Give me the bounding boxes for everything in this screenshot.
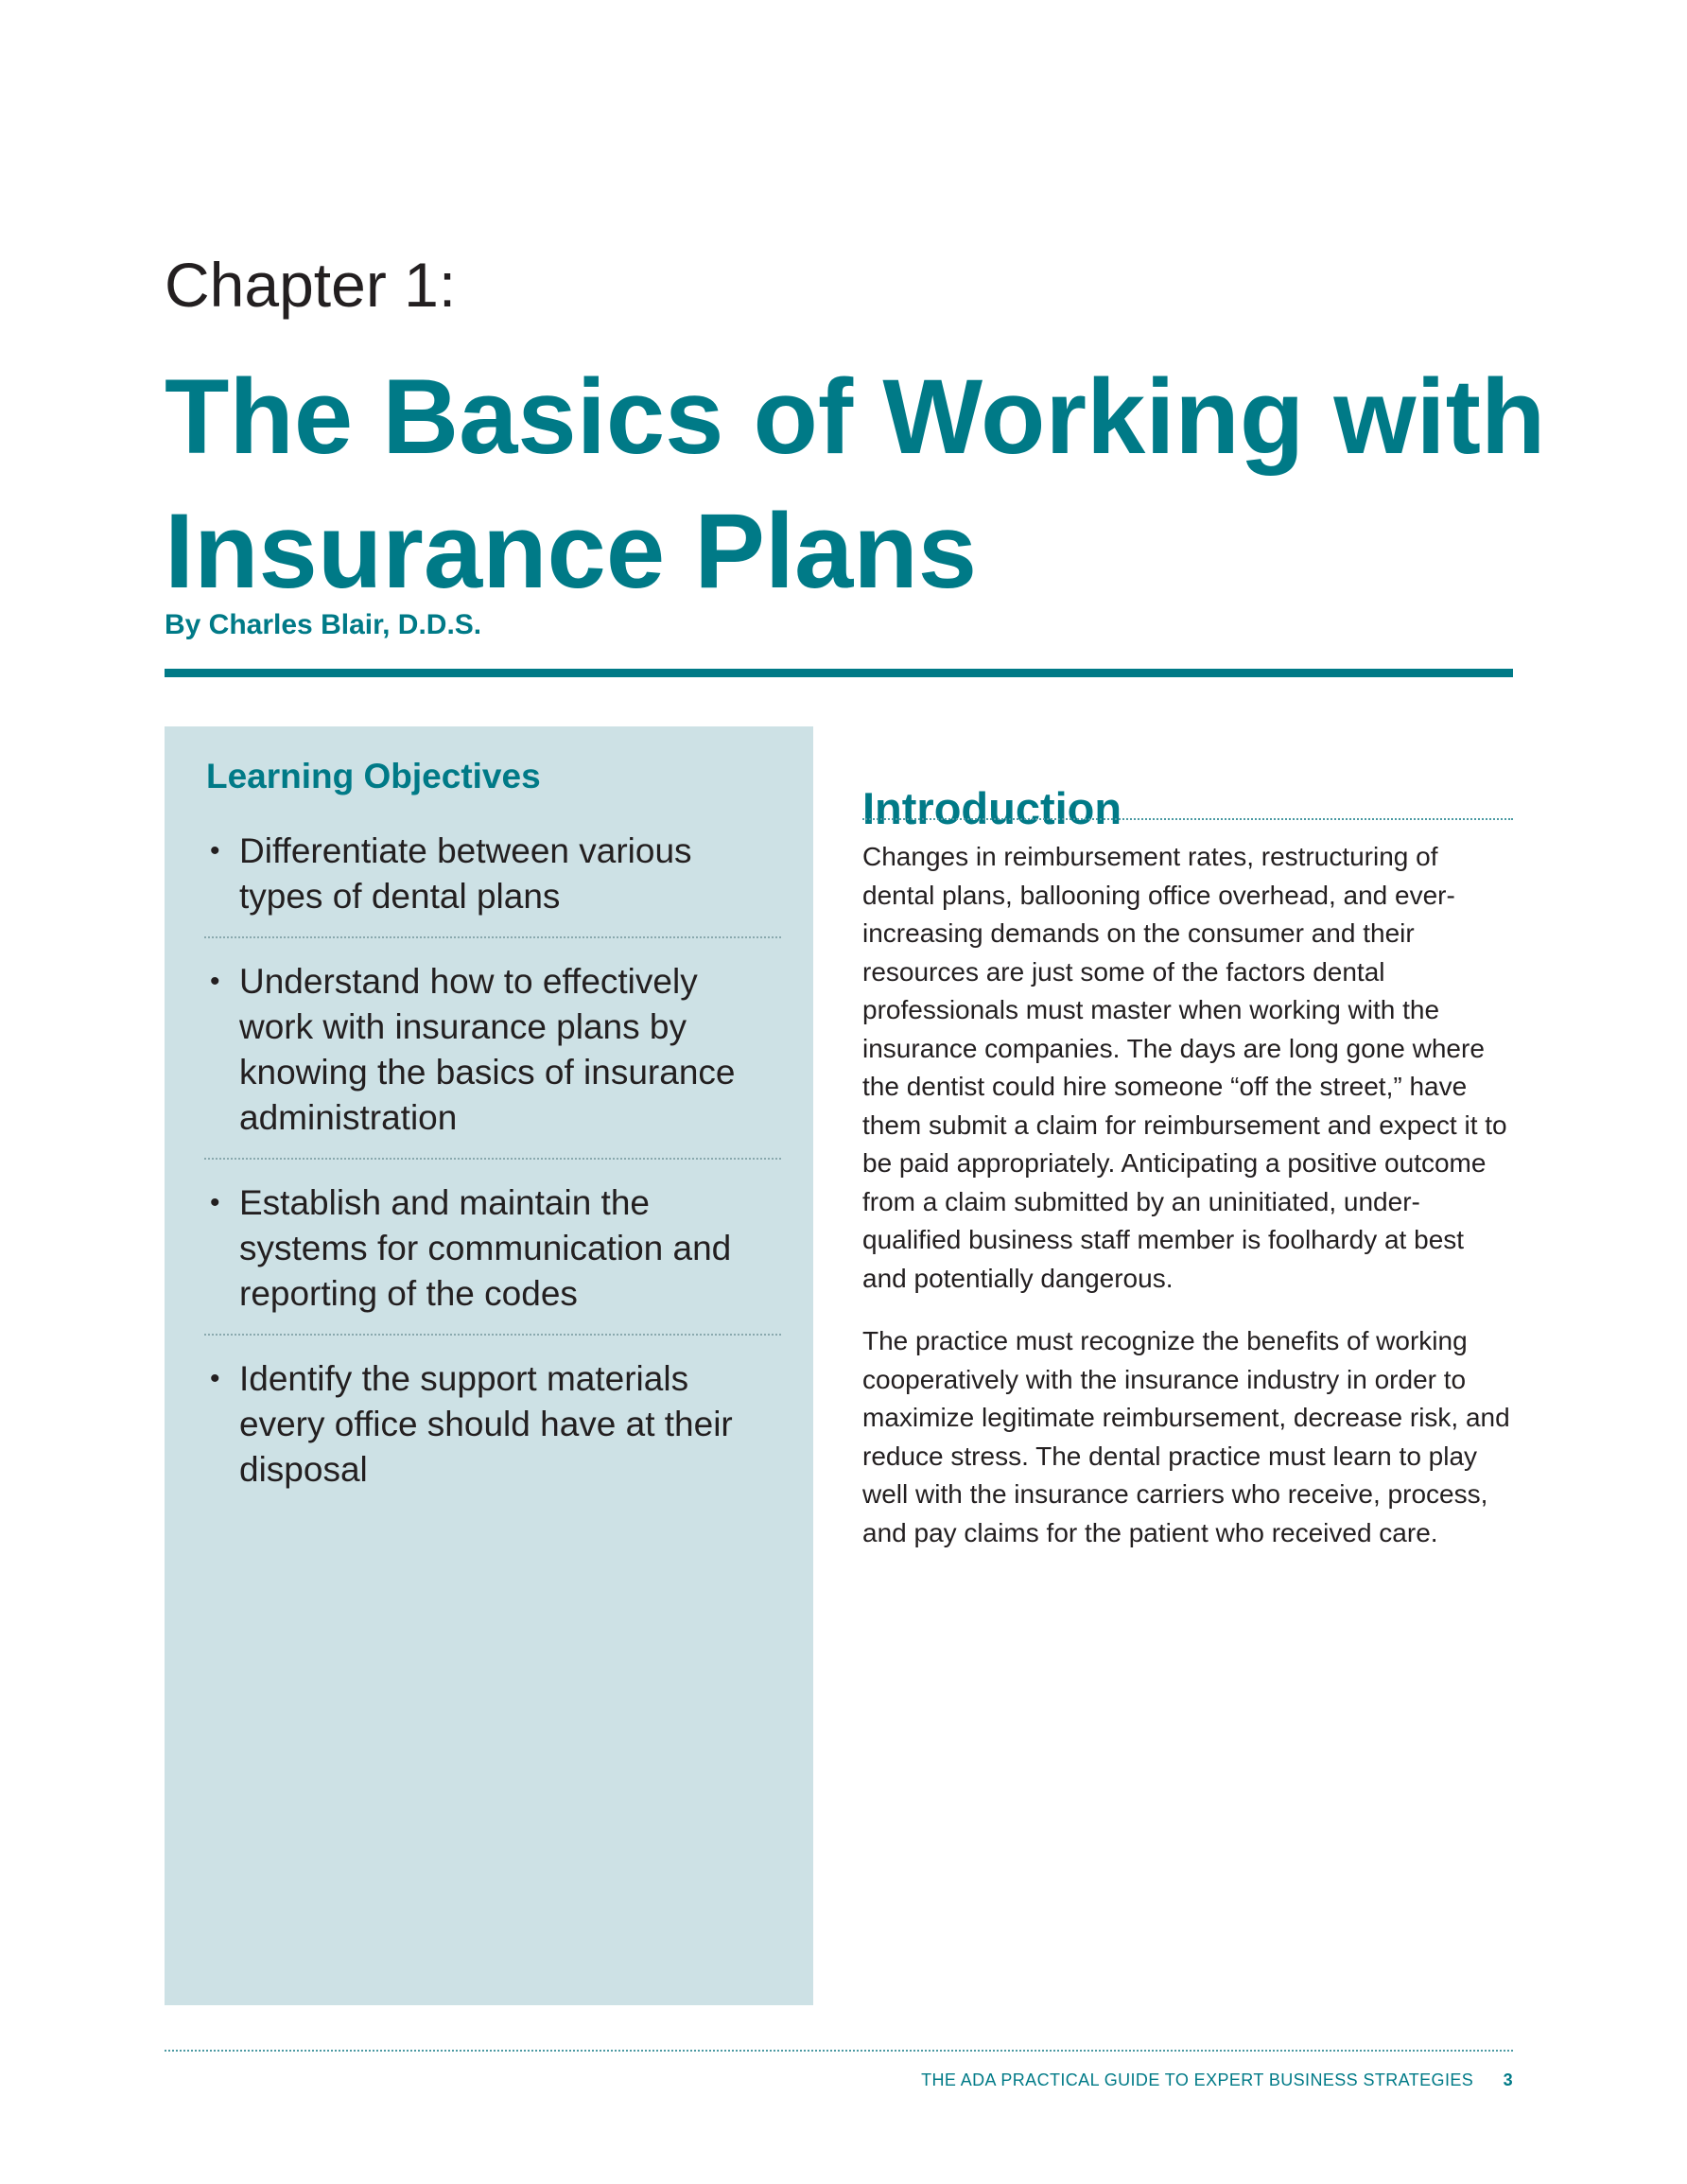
introduction-heading: Introduction — [862, 783, 1122, 833]
introduction-paragraph: The practice must recognize the benefits of working cooperatively with the insurance industry in order to maximize legitimate reimbursement, decrease risk, and reduce stress. The dental practice must learn to play well with the insurance carriers who receive, process, and pay claims for the patient who received care. — [862, 1326, 1510, 1547]
bullet-icon: • — [210, 966, 220, 997]
title-divider — [165, 669, 1513, 677]
objective-item — [204, 829, 781, 919]
author-byline: By Charles Blair, D.D.S. — [165, 609, 482, 640]
objective-text: Understand how to effectively work with insurance plans by knowing the basics of insurance administration — [239, 962, 736, 1137]
introduction-paragraph: Changes in reimbursement rates, restructuring of dental plans, ballooning office overhead, and ever-increasing demands on the consumer and their resources are just some of the factors dental professionals must master when working with the insurance companies. The days are long gone where the dentist could hire someone “off the street,” have them submit a claim for reimbursement and expect it to be paid appropriately. Anticipating a positive outcome from a claim submitted by an uninitiated, under-qualified business staff member is foolhardy at best and potentially dangerous. — [862, 842, 1507, 1293]
introduction-body — [862, 838, 1515, 1552]
bullet-icon: • — [210, 1187, 220, 1218]
objective-item — [204, 959, 781, 1141]
objective-text: Identify the support materials every office should have at their disposal — [239, 1359, 733, 1489]
sidebar-heading: Learning Objectives — [206, 757, 541, 795]
bullet-icon: • — [210, 835, 220, 866]
objective-item — [204, 1356, 781, 1493]
page-number: 3 — [1503, 2070, 1513, 2089]
introduction-divider — [862, 818, 1513, 820]
objective-item — [204, 1180, 781, 1317]
bullet-icon: • — [210, 1363, 220, 1394]
page-footer — [921, 2071, 1513, 2088]
learning-objectives-sidebar — [165, 726, 813, 2005]
objective-text: Establish and maintain the systems for communication and reporting of the codes — [239, 1183, 732, 1313]
chapter-title: The Basics of Working with Insurance Plans — [165, 358, 1546, 610]
chapter-label: Chapter 1: — [165, 250, 457, 320]
publication-title: THE ADA PRACTICAL GUIDE TO EXPERT BUSINESS STRATEGIES — [921, 2070, 1474, 2089]
objective-text: Differentiate between various types of dental plans — [239, 831, 692, 916]
footer-divider — [165, 2050, 1513, 2052]
objectives-list — [204, 829, 781, 1493]
